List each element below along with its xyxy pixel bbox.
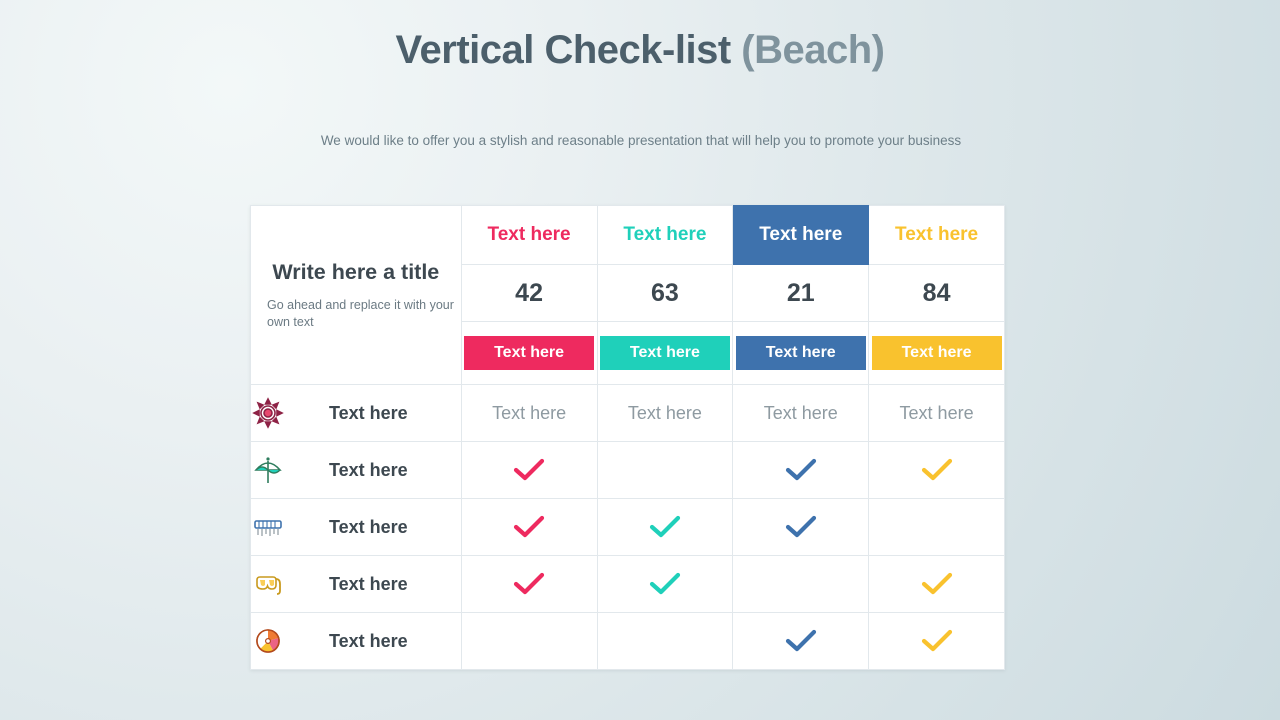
table-corner-cell bbox=[251, 206, 462, 385]
row-label-cell-5 bbox=[251, 613, 462, 670]
cell-3-1 bbox=[461, 499, 597, 556]
checklist-table bbox=[250, 205, 1005, 670]
cell-1-4: Text here bbox=[869, 385, 1005, 442]
page-subtitle: We would like to offer you a stylish and reasonable presentation that will help you to promote your business bbox=[320, 133, 962, 148]
corner-title: Write here a title bbox=[272, 259, 440, 284]
row-label-cell-1 bbox=[251, 385, 462, 442]
column-number-3: 21 bbox=[733, 265, 869, 322]
cell-3-4 bbox=[869, 499, 1005, 556]
cell-3-2 bbox=[597, 499, 733, 556]
column-tag-cell-2 bbox=[597, 322, 733, 385]
column-header-3[interactable]: Text here bbox=[733, 206, 869, 265]
sun-lounger-icon bbox=[251, 510, 285, 544]
row-label-4: Text here bbox=[329, 573, 408, 594]
table-row bbox=[251, 442, 1005, 499]
corner-description: Go ahead and replace it with your own text bbox=[267, 297, 454, 329]
cell-1-1: Text here bbox=[461, 385, 597, 442]
cell-2-4 bbox=[869, 442, 1005, 499]
row-label-3: Text here bbox=[329, 516, 408, 537]
cell-5-2 bbox=[597, 613, 733, 670]
column-tag-1[interactable]: Text here bbox=[464, 336, 594, 370]
page-title-main: Vertical Check-list bbox=[395, 28, 742, 72]
row-label-2: Text here bbox=[329, 459, 408, 480]
cell-1-3: Text here bbox=[733, 385, 869, 442]
sun-icon bbox=[251, 396, 285, 430]
umbrella-icon bbox=[251, 453, 285, 487]
row-label-5: Text here bbox=[329, 630, 408, 651]
cell-1-2: Text here bbox=[597, 385, 733, 442]
table-row bbox=[251, 556, 1005, 613]
row-label-1: Text here bbox=[329, 402, 408, 423]
table-row bbox=[251, 613, 1005, 670]
column-tag-3[interactable]: Text here bbox=[736, 336, 866, 370]
row-label-cell-2 bbox=[251, 442, 462, 499]
column-tag-2[interactable]: Text here bbox=[600, 336, 730, 370]
cell-5-4 bbox=[869, 613, 1005, 670]
column-tag-cell-3 bbox=[733, 322, 869, 385]
column-header-2[interactable]: Text here bbox=[597, 206, 733, 265]
cell-2-2 bbox=[597, 442, 733, 499]
page-title bbox=[0, 28, 1280, 73]
cell-4-2 bbox=[597, 556, 733, 613]
cell-5-3 bbox=[733, 613, 869, 670]
snorkel-mask-icon bbox=[251, 567, 285, 601]
beach-ball-icon bbox=[251, 624, 285, 658]
table-row bbox=[251, 385, 1005, 442]
column-header-4[interactable]: Text here bbox=[869, 206, 1005, 265]
row-label-cell-3 bbox=[251, 499, 462, 556]
page-title-sub: (Beach) bbox=[741, 28, 885, 72]
cell-2-3 bbox=[733, 442, 869, 499]
table-row bbox=[251, 499, 1005, 556]
table-header-row bbox=[251, 206, 1005, 265]
column-number-1: 42 bbox=[461, 265, 597, 322]
column-number-4: 84 bbox=[869, 265, 1005, 322]
cell-4-3 bbox=[733, 556, 869, 613]
cell-2-1 bbox=[461, 442, 597, 499]
cell-4-1 bbox=[461, 556, 597, 613]
cell-3-3 bbox=[733, 499, 869, 556]
column-tag-4[interactable]: Text here bbox=[872, 336, 1002, 370]
column-number-2: 63 bbox=[597, 265, 733, 322]
row-label-cell-4 bbox=[251, 556, 462, 613]
cell-4-4 bbox=[869, 556, 1005, 613]
column-tag-cell-4 bbox=[869, 322, 1005, 385]
column-header-1[interactable]: Text here bbox=[461, 206, 597, 265]
column-tag-cell-1 bbox=[461, 322, 597, 385]
cell-5-1 bbox=[461, 613, 597, 670]
